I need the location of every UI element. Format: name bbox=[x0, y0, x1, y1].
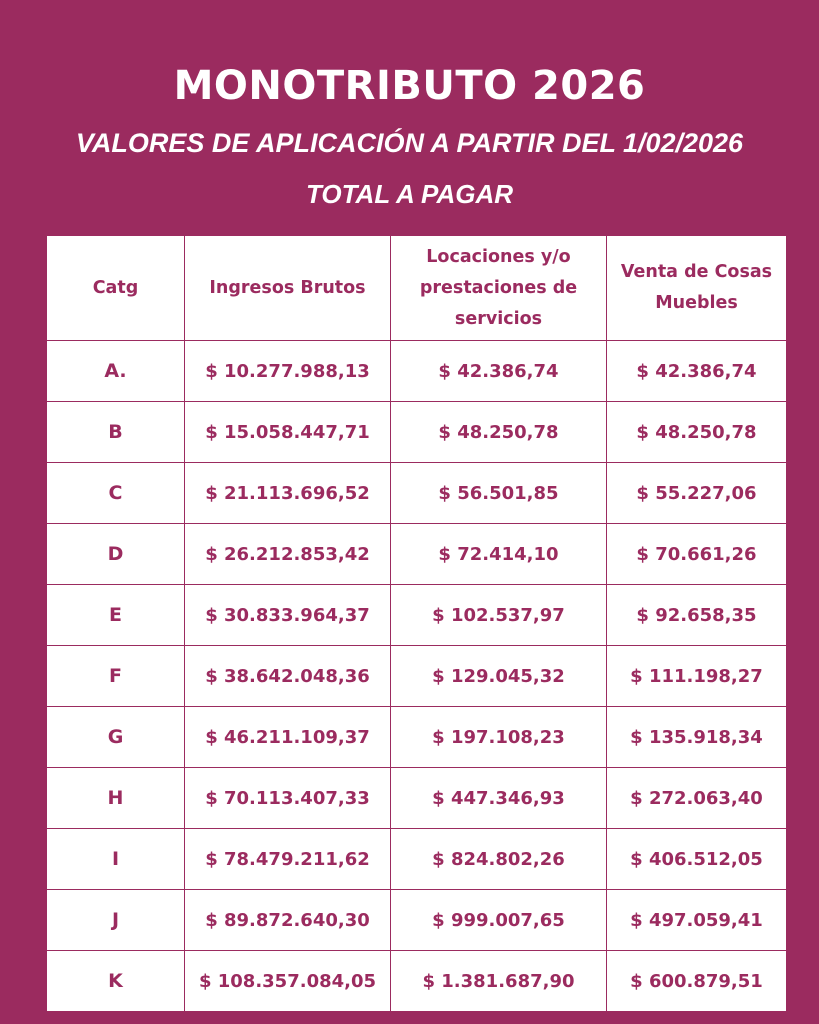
category-cell: B bbox=[47, 402, 185, 463]
locaciones-cell: $ 129.045,32 bbox=[391, 646, 607, 707]
category-cell: J bbox=[47, 890, 185, 951]
category-cell: D bbox=[47, 524, 185, 585]
locaciones-cell: $ 42.386,74 bbox=[391, 341, 607, 402]
ingresos-brutos-cell: $ 38.642.048,36 bbox=[185, 646, 391, 707]
ingresos-brutos-cell: $ 70.113.407,33 bbox=[185, 768, 391, 829]
venta-cosas-muebles-cell: $ 42.386,74 bbox=[607, 341, 787, 402]
column-header-ingresos-brutos: Ingresos Brutos bbox=[185, 236, 391, 341]
table-row bbox=[47, 829, 787, 890]
table-row bbox=[47, 585, 787, 646]
table-row bbox=[47, 463, 787, 524]
locaciones-cell: $ 102.537,97 bbox=[391, 585, 607, 646]
locaciones-cell: $ 48.250,78 bbox=[391, 402, 607, 463]
table-row bbox=[47, 646, 787, 707]
page-subtitle: VALORES DE APLICACIÓN A PARTIR DEL 1/02/2026 bbox=[75, 128, 744, 158]
venta-cosas-muebles-cell: $ 48.250,78 bbox=[607, 402, 787, 463]
venta-cosas-muebles-cell: $ 497.059,41 bbox=[607, 890, 787, 951]
venta-cosas-muebles-cell: $ 406.512,05 bbox=[607, 829, 787, 890]
venta-cosas-muebles-cell: $ 600.879,51 bbox=[607, 951, 787, 1012]
venta-cosas-muebles-cell: $ 272.063,40 bbox=[607, 768, 787, 829]
locaciones-cell: $ 999.007,65 bbox=[391, 890, 607, 951]
table-row bbox=[47, 951, 787, 1012]
category-cell: G bbox=[47, 707, 185, 768]
table-row bbox=[47, 890, 787, 951]
category-cell: I bbox=[47, 829, 185, 890]
category-cell: E bbox=[47, 585, 185, 646]
category-cell: C bbox=[47, 463, 185, 524]
venta-cosas-muebles-cell: $ 111.198,27 bbox=[607, 646, 787, 707]
venta-cosas-muebles-cell: $ 92.658,35 bbox=[607, 585, 787, 646]
category-cell: F bbox=[47, 646, 185, 707]
table-row bbox=[47, 402, 787, 463]
ingresos-brutos-cell: $ 10.277.988,13 bbox=[185, 341, 391, 402]
monotributo-table bbox=[46, 235, 787, 1012]
ingresos-brutos-cell: $ 108.357.084,05 bbox=[185, 951, 391, 1012]
locaciones-cell: $ 72.414,10 bbox=[391, 524, 607, 585]
category-cell: H bbox=[47, 768, 185, 829]
venta-cosas-muebles-cell: $ 55.227,06 bbox=[607, 463, 787, 524]
locaciones-cell: $ 197.108,23 bbox=[391, 707, 607, 768]
page-title: MONOTRIBUTO 2026 bbox=[173, 63, 646, 109]
ingresos-brutos-cell: $ 89.872.640,30 bbox=[185, 890, 391, 951]
venta-cosas-muebles-cell: $ 135.918,34 bbox=[607, 707, 787, 768]
column-header-locaciones: Locaciones y/o prestaciones de servicios bbox=[391, 236, 607, 341]
column-header-catg: Catg bbox=[47, 236, 185, 341]
category-cell: K bbox=[47, 951, 185, 1012]
locaciones-cell: $ 447.346,93 bbox=[391, 768, 607, 829]
locaciones-cell: $ 824.802,26 bbox=[391, 829, 607, 890]
table-row bbox=[47, 707, 787, 768]
page-subtitle-total: TOTAL A PAGAR bbox=[305, 179, 514, 209]
table-row bbox=[47, 524, 787, 585]
ingresos-brutos-cell: $ 15.058.447,71 bbox=[185, 402, 391, 463]
table-row bbox=[47, 768, 787, 829]
category-cell: A. bbox=[47, 341, 185, 402]
ingresos-brutos-cell: $ 26.212.853,42 bbox=[185, 524, 391, 585]
ingresos-brutos-cell: $ 78.479.211,62 bbox=[185, 829, 391, 890]
locaciones-cell: $ 56.501,85 bbox=[391, 463, 607, 524]
column-header-venta-cosas-muebles: Venta de Cosas Muebles bbox=[607, 236, 787, 341]
locaciones-cell: $ 1.381.687,90 bbox=[391, 951, 607, 1012]
ingresos-brutos-cell: $ 21.113.696,52 bbox=[185, 463, 391, 524]
table-header-row bbox=[47, 236, 787, 341]
ingresos-brutos-cell: $ 30.833.964,37 bbox=[185, 585, 391, 646]
ingresos-brutos-cell: $ 46.211.109,37 bbox=[185, 707, 391, 768]
table-row bbox=[47, 341, 787, 402]
venta-cosas-muebles-cell: $ 70.661,26 bbox=[607, 524, 787, 585]
